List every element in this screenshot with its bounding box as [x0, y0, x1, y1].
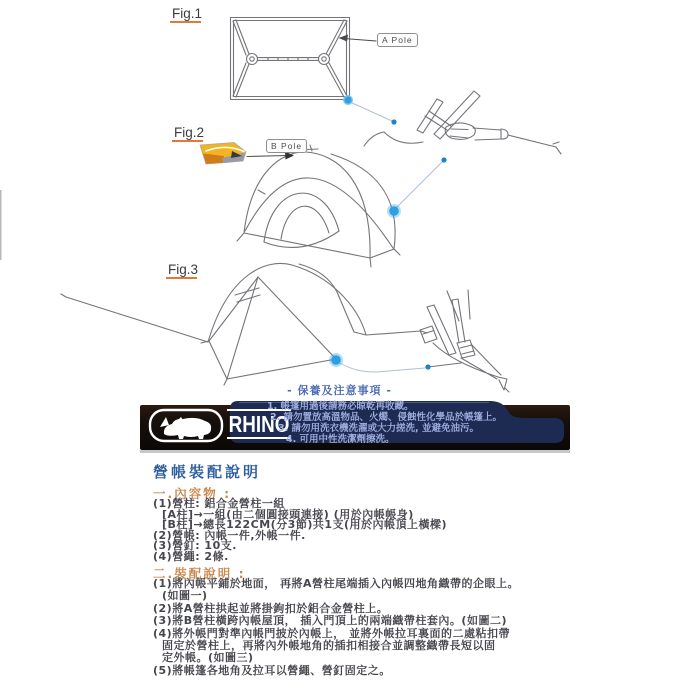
- care-notice-title: - 保養及注意事項 -: [287, 384, 392, 397]
- content-line: (5)將帳篷各地角及拉耳以營繩、營釘固定之。: [153, 663, 391, 677]
- fig2-dome-tent-drawing: [237, 145, 400, 267]
- b-pole-callout: B Pole: [266, 139, 307, 153]
- content-line: (2)將A營柱拱起並將掛鉤扣於鋁合金營柱上。: [153, 601, 389, 615]
- content-line: 定外帳。(如圖三): [162, 651, 254, 665]
- care-item: 4. 可用中性洗潔劑擦洗。: [286, 433, 395, 445]
- content-line: (4)將外帳門對準內帳門披於內帳上， 並將外帳拉耳裏面的二處粘扣帶: [153, 626, 511, 640]
- connector-dot: [391, 119, 396, 124]
- callout-connectors: [329, 96, 447, 372]
- connector-dot: [331, 355, 341, 365]
- care-item: 2. 請勿置放高溫物品、火燭、侵蝕性化學品於帳篷上。: [270, 411, 503, 423]
- section1-heading: 一.內容物 :: [153, 486, 232, 501]
- care-notice-banner: [140, 397, 570, 455]
- content-line: [A柱]→一組(由二個圓接頭連接) (用於內帳帳身): [162, 507, 414, 521]
- connector-dot: [344, 96, 352, 104]
- content-line: (3)營釘: 10支.: [153, 539, 237, 553]
- fig2-underline: [172, 140, 203, 142]
- scan-edge-mark: [0, 190, 2, 260]
- connector-dot: [389, 206, 399, 216]
- fig3-tent-with-fly-drawing: [61, 263, 427, 385]
- rhino-brand-text: RHINO: [228, 411, 290, 437]
- a-pole-callout: A Pole: [377, 33, 418, 47]
- connector-dot: [425, 364, 430, 369]
- care-instruction-list: [267, 402, 567, 446]
- fig2-label: Fig.2: [174, 125, 205, 140]
- fig1-tent-topview-drawing: [231, 18, 350, 100]
- content-line: (1)將內帳平鋪於地面， 再將A營柱尾端插入內帳四地角織帶的企眼上。: [153, 577, 520, 590]
- content-line: (3)將B營柱橫跨內帳屋頂， 插入門頂上的兩端織帶柱套內。(如圖二): [153, 614, 507, 628]
- connector-dot: [441, 157, 446, 162]
- content-line: (如圖一): [162, 589, 208, 603]
- care-item: 3. 請勿用洗衣機洗濯或大力搓洗, 並避免油污。: [278, 422, 479, 434]
- fig1-underline: [170, 21, 201, 23]
- banner-base-line: [140, 450, 570, 453]
- content-line: 固定於營柱上，再將內外帳地角的插扣相接合並調整織帶長短以固: [162, 639, 496, 653]
- section2-content: [153, 578, 583, 677]
- fig3-corner-buckle-detail: [420, 290, 509, 392]
- content-line: [B柱]→總長122CM(分3節)共1支(用於內帳頂上橫樑): [162, 518, 448, 532]
- fig1-pole-arrow: [339, 35, 377, 42]
- rhino-logo-icon: [148, 408, 228, 444]
- section2-heading: 二.裝配說明 :: [153, 566, 246, 581]
- fig1-label: Fig.1: [172, 6, 203, 21]
- content-line: (1)營柱: 鋁合金營柱一組: [153, 497, 285, 510]
- instructions-title: 營帳裝配說明: [153, 463, 262, 481]
- content-line: (4)營繩: 2條.: [153, 549, 229, 563]
- fig3-underline: [166, 277, 197, 279]
- content-line: (2)營帳: 內帳一件,外帳一件.: [153, 528, 306, 542]
- care-item: 1. 帳篷用過後請務必晾乾再收藏。: [267, 401, 414, 412]
- fig3-label: Fig.3: [168, 262, 199, 277]
- fig2-sleeve-closeup-inset: [200, 143, 246, 165]
- section1-content: [153, 499, 583, 563]
